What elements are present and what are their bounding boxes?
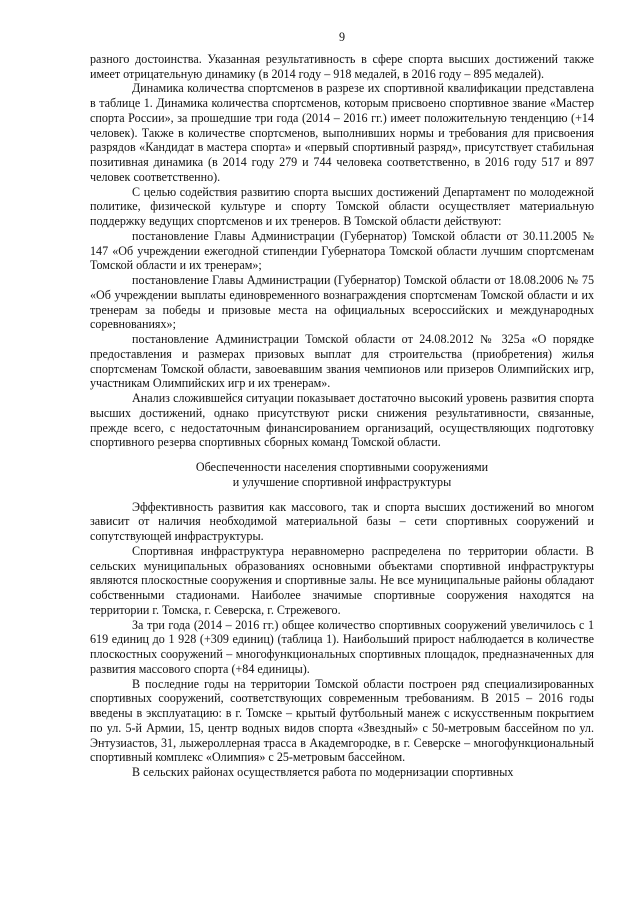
paragraph: С целью содействия развитию спорта высших достижений Департамент по молодежной политике, физической культуре и спорту Томской области осуществляет материальную поддержку ведущих спортсменов и их тренеров. В Томской области действуют:: [90, 184, 594, 228]
page-number: 9: [338, 30, 346, 44]
list-item-regulation: постановление Главы Администрации (Губернатор) Томской области от 30.11.2005 № 147 «Об учреждении ежегодной стипендии Губернатора Томской области лучшим спортсменам Томской области и их тренерам»;: [90, 228, 594, 273]
section-heading: [90, 460, 594, 490]
paragraph: В сельских районах осуществляется работа по модернизации спортивных: [132, 765, 514, 779]
paragraph: Динамика количества спортсменов в разрезе их спортивной квалификации представлена в таблице 1. Динамика количества спортсменов, которым присвоено спортивное звание «Мастер спорта России», за прошедшие три года (2014 – 2016 гг.) имеет положительную тенденцию (+14 человек). Также в количестве спортсменов, выполнивших нормы и требования для присвоения разрядов «Кандидат в мастера спорта» и «первый спортивный разряд», присутствует стабильная позитивная динамика (в 2014 году 279 и 744 человека соответственно, в 2016 году 517 и 897 человек соответственно).: [90, 81, 594, 184]
paragraph: Спортивная инфраструктура неравномерно распределена по территории области. В сельских муниципальных образованиях основными объектами спортивной инфраструктуры являются плоскостные сооружения и спортивные залы. Не все муниципальные районы обладают собственными стадионами. Наиболее значимые спортивные сооружения находятся на территории г. Томска, г. Северска, г. Стрежевого.: [90, 543, 594, 617]
list-item-regulation: постановление Главы Администрации (Губернатор) Томской области от 18.08.2006 № 75 «Об учреждении выплаты единовременного вознаграждения спортсменам Томской области и их тренерам за победы и призовые места на официальных всероссийских и международных соревнованиях»;: [90, 273, 594, 332]
paragraph: разного достоинства. Указанная результативность в сфере спорта высших достижений также имеет отрицательную динамику (в 2014 году – 918 медалей, в 2016 году – 895 медалей).: [90, 51, 594, 81]
section-heading-line: и улучшение спортивной инфраструктуры: [232, 474, 452, 489]
paragraph: За три года (2014 – 2016 гг.) общее количество спортивных сооружений увеличилось с 1 619 единиц до 1 928 (+309 единиц) (таблица 1). Наибольший прирост наблюдается в количестве плоскостных сооружений – многофункциональных спортивных площадок, предназначенных для развития массового спорта (+84 единицы).: [90, 617, 594, 676]
paragraph: Эффективность развития как массового, так и спорта высших достижений во многом зависит от наличия необходимой материальной базы – сети спортивных сооружений и сопутствующей инфраструктуры.: [90, 499, 594, 543]
paragraph: Анализ сложившейся ситуации показывает достаточно высокий уровень развития спорта высших достижений, однако присутствуют риски снижения результативности, связанные, прежде всего, с недостаточным финансированием организаций, осуществляющих подготовку спортивного резерва спортивных сборных команд Томской области.: [90, 391, 594, 450]
list-item-regulation: постановление Администрации Томской области от 24.08.2012 № 325а «О порядке предоставления и размерах призовых выплат для строительства (приобретения) жилья спортсменам Томской области, завоевавшим звания чемпионов или призеров Олимпийских игр, участникам Олимпийских игр и их тренерам».: [90, 332, 594, 391]
section-heading-line: Обеспеченности населения спортивными сооружениями: [195, 460, 489, 474]
body-text-bottom: [90, 500, 594, 780]
body-text-top: [90, 52, 594, 450]
paragraph: В последние годы на территории Томской области построен ряд специализированных спортивных сооружений, соответствующих современным требованиям. В 2015 – 2016 годы введены в эксплуатацию: в г. Томске – крытый футбольный манеж с искусственным покрытием по ул. 5-й Армии, 15, центр водных видов спорта «Звездный» с 50-метровым бассейном по ул. Энтузиастов, 31, лыжероллерная трасса в Академгородке, в г. Северске – многофункциональный спортивный комплекс «Олимпия» с 25-метровым бассейном.: [90, 676, 594, 765]
